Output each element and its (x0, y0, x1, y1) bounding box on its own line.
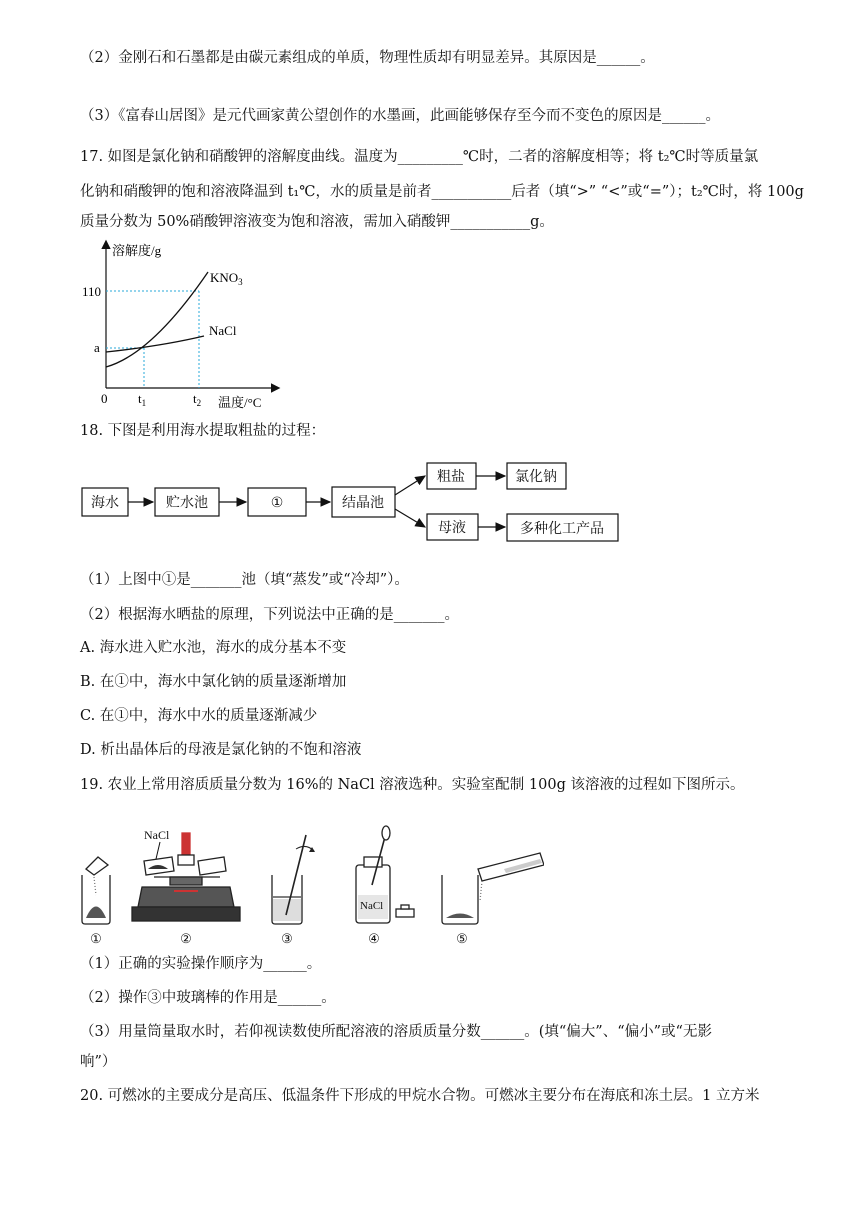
nacl-label: NaCl (209, 323, 237, 338)
q20-line1: 20. 可燃冰的主要成分是高压、低温条件下形成的甲烷水合物。可燃冰主要分布在海底和冻土层。1 立方米 (80, 1088, 760, 1104)
step1-beaker (82, 857, 110, 924)
q19-part1: （1）正确的实验操作顺序为______。 (80, 956, 322, 972)
q19-title: 19. 农业上常用溶质质量分数为 16%的 NaCl 溶液选种。实验室配制 100g 该溶液的过程如下图所示。 (80, 777, 745, 793)
q18-part2: （2）根据海水晒盐的原理，下列说法中正确的是_______。 (80, 607, 459, 623)
q16-part3: （3）《富春山居图》是元代画家黄公望创作的水墨画，此画能够保存至今而不变色的原因是______。 (80, 108, 720, 124)
box-mother-liquor-label: 母液 (438, 520, 466, 536)
box-seawater-label: 海水 (91, 495, 119, 511)
kno3-curve (106, 272, 208, 367)
x-tick-0: 0 (101, 391, 108, 406)
q18-option-a: A. 海水进入贮水池，海水的成分基本不变 (80, 640, 347, 656)
q18-option-d: D. 析出晶体后的母液是氯化钠的不饱和溶液 (80, 742, 362, 758)
q18-title: 18. 下图是利用海水提取粗盐的过程： (80, 423, 326, 439)
step-3-label: ③ (281, 931, 293, 946)
x-tick-t1: $t_1$ (138, 391, 147, 408)
balance-nacl-label: NaCl (144, 828, 170, 842)
q17-line1: 17. 如图是氯化钠和硝酸钾的溶解度曲线。温度为_________℃时，二者的溶解度相等；将 t₂℃时等质量氯 (80, 149, 759, 165)
x-tick-t2: $t_2$ (193, 391, 202, 408)
box-crystallizer-label: 结晶池 (342, 495, 384, 511)
x-axis-label: 温度/°C (218, 395, 262, 410)
step4-reagent-bottle (356, 826, 414, 923)
bottle-nacl-label: NaCl (360, 900, 384, 912)
q17-line3: 质量分数为 50%硝酸钾溶液变为饱和溶液，需加入硝酸钾___________g。 (80, 214, 554, 230)
box-crude-salt-label: 粗盐 (437, 469, 465, 485)
box-sodium-chloride-label: 氯化钠 (515, 469, 557, 485)
y-axis-label: 溶解度/g (112, 243, 162, 258)
q16-part2: （2）金刚石和石墨都是由碳元素组成的单质，物理性质却有明显差异。其原因是______。 (80, 50, 655, 66)
solubility-chart (82, 236, 282, 414)
box-reservoir-label: 贮水池 (166, 495, 208, 511)
step-4-label: ④ (368, 931, 380, 946)
step2-balance (132, 828, 240, 921)
q18-option-c: C. 在①中，海水中水的质量逐渐减少 (80, 708, 318, 724)
y-tick-110: 110 (82, 284, 102, 299)
step-2-label: ② (180, 931, 192, 946)
arrow-4 (395, 476, 425, 495)
q17-line2: 化钠和硝酸钾的饱和溶液降温到 t₁℃，水的质量是前者___________后者（填“>” “<”或“=”）；t₂℃时，将 100g (80, 184, 804, 200)
box-step1-label: ① (270, 495, 284, 511)
arrow-5 (395, 509, 425, 527)
solution-prep-steps (74, 825, 544, 947)
q18-option-b: B. 在①中，海水中氯化钠的质量逐渐增加 (80, 674, 347, 690)
step-1-label: ① (90, 931, 102, 946)
q18-part1: （1）上图中①是_______池（填“蒸发”或“冷却”）。 (80, 572, 409, 588)
step5-pouring (442, 853, 544, 924)
q19-part3-line2: 响”） (80, 1054, 117, 1070)
kno3-label: $KNO_3$ (210, 270, 243, 287)
step-5-label: ⑤ (456, 931, 468, 946)
q19-part2: （2）操作③中玻璃棒的作用是______。 (80, 990, 336, 1006)
nacl-curve (106, 336, 204, 352)
y-tick-a: a (94, 340, 100, 355)
salt-flow-diagram (78, 455, 628, 547)
box-chemical-products-label: 多种化工产品 (520, 521, 604, 537)
step3-stirring (272, 835, 315, 924)
q19-part3-line1: （3）用量筒量取水时，若仰视读数使所配溶液的溶质质量分数______。(填“偏大”、“偏小”或“无影 (80, 1024, 712, 1040)
